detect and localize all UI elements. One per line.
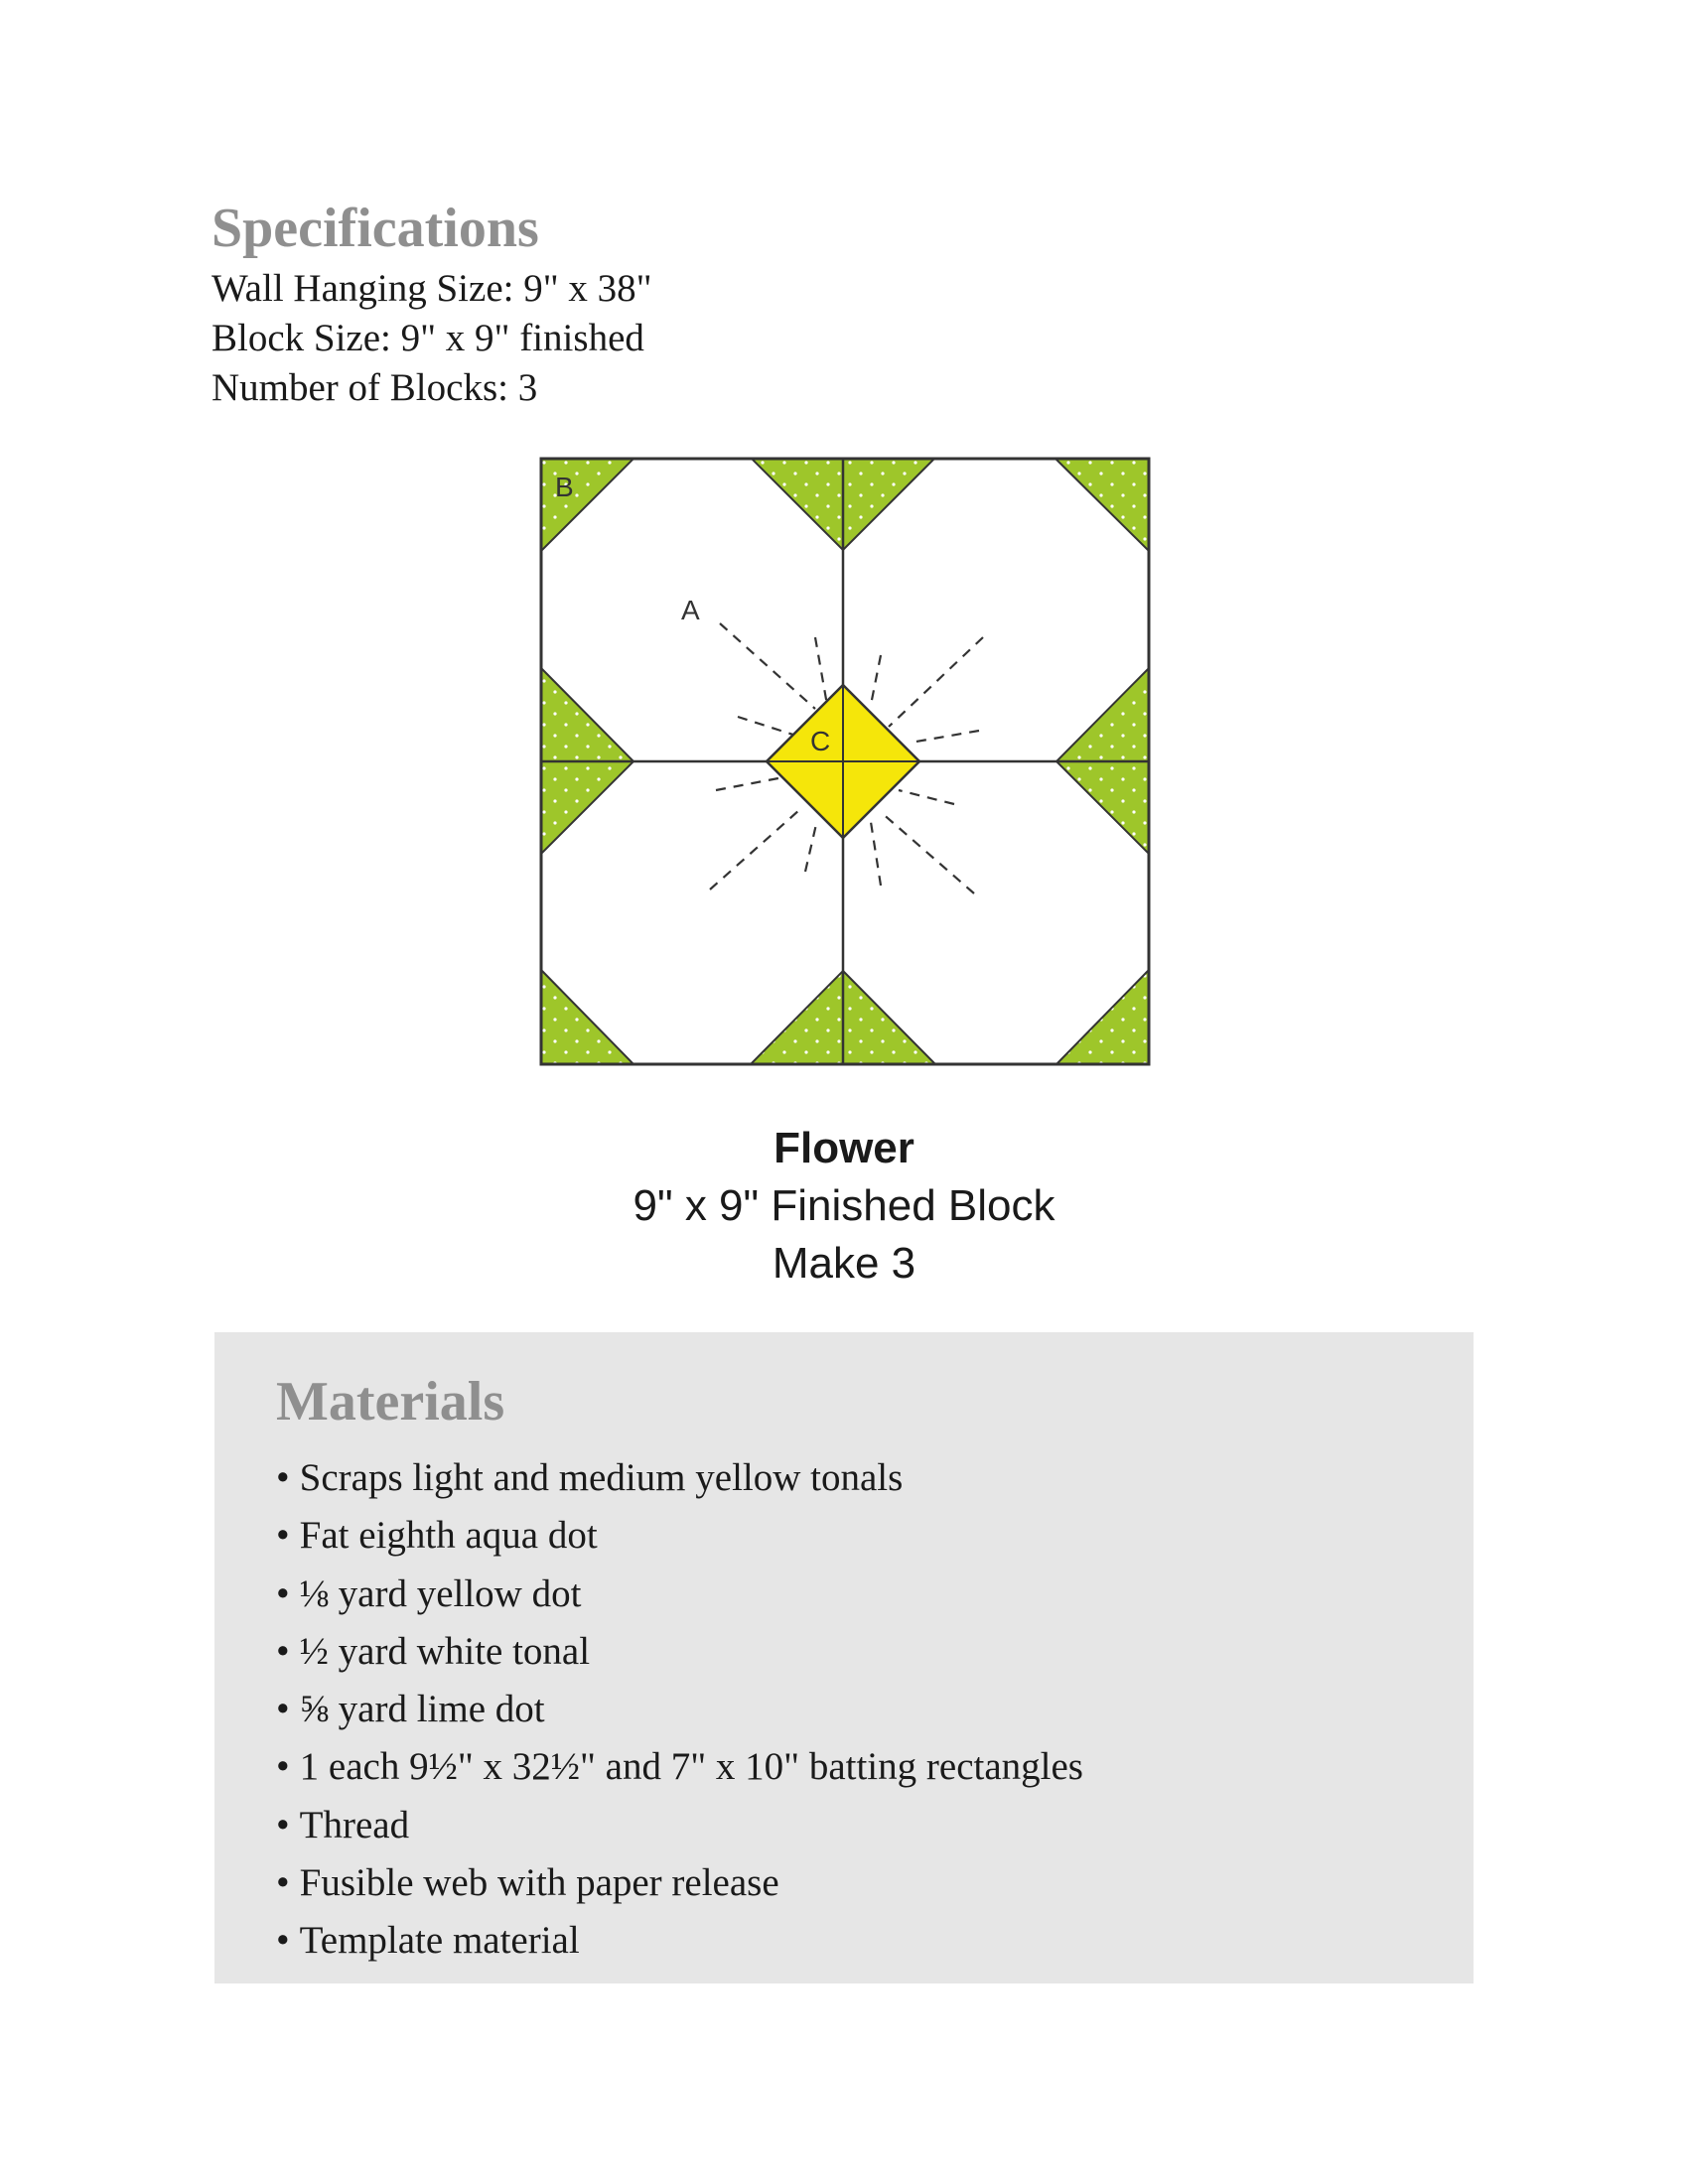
bullet: • xyxy=(276,1456,290,1499)
list-item xyxy=(276,1797,1083,1854)
list-item-text: ½ yard white tonal xyxy=(299,1629,591,1673)
flower-block-svg xyxy=(539,457,1151,1066)
bullet: • xyxy=(276,1861,290,1905)
block-caption-quantity: Make 3 xyxy=(772,1239,916,1288)
list-item-text: Fusible web with paper release xyxy=(299,1861,779,1905)
specifications-section xyxy=(211,199,1105,413)
list-item-text: Scraps light and medium yellow tonals xyxy=(299,1456,904,1499)
spec-block-size: Block Size: 9" x 9" finished xyxy=(211,316,644,359)
list-item-text: Thread xyxy=(299,1803,410,1846)
list-item-text: Fat eighth aqua dot xyxy=(299,1514,598,1558)
list-item xyxy=(276,1507,1083,1565)
bullet: • xyxy=(276,1919,290,1963)
list-item xyxy=(276,1623,1083,1681)
block-caption-size: 9" x 9" Finished Block xyxy=(633,1181,1055,1230)
bullet: • xyxy=(276,1803,290,1846)
list-item xyxy=(276,1681,1083,1738)
label-a: A xyxy=(681,595,700,625)
bullet: • xyxy=(276,1629,290,1673)
list-item xyxy=(276,1912,1083,1970)
spec-wall-hanging-size: Wall Hanging Size: 9" x 38" xyxy=(211,266,652,310)
bullet: • xyxy=(276,1688,290,1731)
label-b: B xyxy=(555,472,574,502)
materials-heading: Materials xyxy=(276,1371,505,1433)
list-item-text: 1 each 9½" x 32½" and 7" x 10" batting rectangles xyxy=(299,1745,1083,1789)
list-item xyxy=(276,1449,1083,1507)
list-item-text: ⅛ yard yellow dot xyxy=(299,1571,582,1615)
list-item-text: Template material xyxy=(299,1919,580,1963)
list-item xyxy=(276,1566,1083,1623)
flower-block-diagram xyxy=(539,457,1151,1066)
bullet: • xyxy=(276,1571,290,1615)
materials-list xyxy=(276,1449,1083,1971)
spec-number-of-blocks: Number of Blocks: 3 xyxy=(211,365,538,409)
label-c: C xyxy=(810,726,831,756)
specifications-heading: Specifications xyxy=(211,198,539,259)
bullet: • xyxy=(276,1514,290,1558)
materials-panel xyxy=(214,1332,1474,1983)
list-item xyxy=(276,1854,1083,1912)
list-item xyxy=(276,1738,1083,1796)
bullet: • xyxy=(276,1745,290,1789)
block-caption-title: Flower xyxy=(774,1124,914,1172)
block-caption xyxy=(447,1120,1241,1293)
list-item-text: ⅝ yard lime dot xyxy=(299,1688,545,1731)
